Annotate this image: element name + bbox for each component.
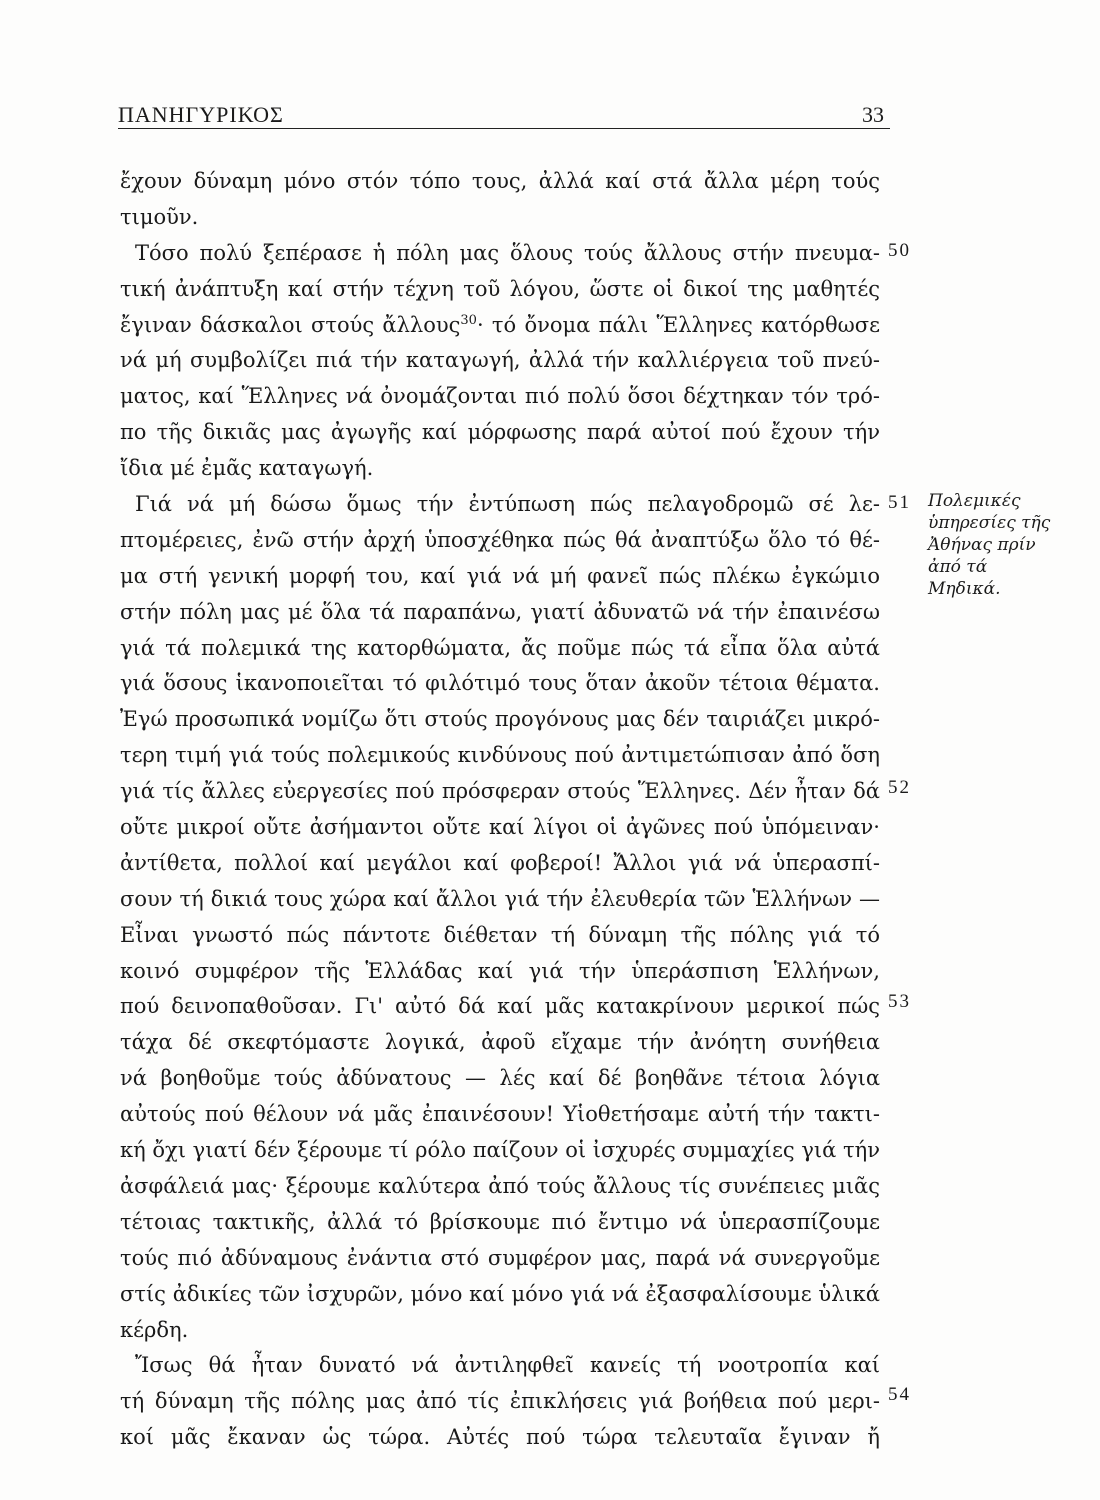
text-line: γιά ὅσους ἱκανοποιεῖται τό φιλότιμό τους ὅταν ἀκοῦν τέτοια θέματα. [120, 671, 880, 696]
text-line: ἔγιναν δάσκαλοι στούς ἄλλους$^{30}$· τό ὄνομα πάλι Ἕλληνες κατόρθωσε [120, 312, 880, 337]
footnote-ref: 30 [460, 312, 477, 328]
text-line: στίς ἀδικίες τῶν ἰσχυρῶν, μόνο καί μόνο γιά νά ἐξασφαλίσουμε ὑλικά [120, 1281, 880, 1306]
section-number: 53 [888, 991, 911, 1012]
body-text [120, 164, 880, 1456]
text-line: μα στή γενική μορφή του, καί γιά νά μή φανεῖ πώς πλέκω ἐγκώμιο [120, 563, 880, 588]
margin-note-line: ὑπηρεσίες τῆς [928, 513, 1051, 533]
section-number: 54 [888, 1384, 911, 1405]
margin-note-line: Ἀθήνας πρίν [928, 535, 1036, 555]
text-line: πού δεινοπαθοῦσαν. Γι' αὐτό δά καί μᾶς κατακρίνουν μερικοί πώς [120, 994, 880, 1019]
text-line: αὐτούς πού θέλουν νά μᾶς ἐπαινέσουν! Υἱοθετήσαμε αὐτή τήν τακτι- [120, 1102, 880, 1127]
margin-note [928, 490, 1088, 600]
page-number: 33 [862, 102, 884, 127]
text-line: τιμοῦν. [120, 204, 199, 229]
text-line: Ἐγώ προσωπικά νομίζω ὅτι στούς προγόνους μας δέν ταιριάζει μικρό- [120, 707, 880, 732]
text-line: τή δύναμη τῆς πόλης μας ἀπό τίς ἐπικλήσεις γιά βοήθεια πού μερι- [120, 1389, 880, 1414]
text-line: κέρδη. [120, 1317, 189, 1342]
text-line: ἔχουν δύναμη μόνο στόν τόπο τους, ἀλλά καί στά ἄλλα μέρη τούς [120, 169, 880, 193]
text-line: οὔτε μικροί οὔτε ἀσήμαντοι οὔτε καί λίγοι οἱ ἀγῶνες πού ὑπόμειναν· [120, 815, 880, 840]
text-line: κή ὄχι γιατί δέν ξέρουμε τί ρόλο παίζουν οἱ ἰσχυρές συμμαχίες γιά τήν [120, 1138, 880, 1163]
running-title: ΠΑΝΗΓΥΡΙΚΟΣ [118, 102, 284, 127]
text-line: κοί μᾶς ἔκαναν ὡς τώρα. Αὐτές πού τώρα τελευταῖα ἔγιναν ἤ [120, 1425, 880, 1450]
margin-note-line: ἀπό τά [928, 557, 988, 577]
text-line: τερη τιμή γιά τούς πολεμικούς κινδύνους πού ἀντιμετώπισαν ἀπό ὅση [120, 743, 880, 768]
section-number: 50 [888, 240, 911, 261]
text-line: γιά τά πολεμικά της κατορθώματα, ἄς ποῦμε πώς τά εἶπα ὅλα αὐτά [120, 635, 880, 660]
text-line: τέτοιας τακτικῆς, ἀλλά τό βρίσκουμε πιό ἔντιμο νά ὑπερασπίζουμε [120, 1209, 880, 1234]
text-line: γιά τίς ἄλλες εὐεργεσίες πού πρόσφεραν στούς Ἕλληνες. Δέν ἦταν δά [120, 779, 880, 804]
text-line: πτομέρειες, ἐνῶ στήν ἀρχή ὑποσχέθηκα πώς θά ἀναπτύξω ὅλο τό θέ- [120, 527, 880, 552]
text-line: ἀντίθετα, πολλοί καί μεγάλοι καί φοβεροί! Ἄλλοι γιά νά ὑπερασπί- [120, 850, 880, 875]
margin-note-line: Μηδικά. [928, 579, 1001, 599]
text-line: σουν τή δικιά τους χώρα καί ἄλλοι γιά τήν ἐλευθερία τῶν Ἑλλήνων — [120, 886, 880, 911]
text-line: τούς πιό ἀδύναμους ἐνάντια στό συμφέρον μας, παρά νά συνεργοῦμε [120, 1245, 880, 1270]
section-number: 52 [888, 777, 911, 798]
text-line: Τόσο πολύ ξεπέρασε ἡ πόλη μας ὅλους τούς ἄλλους στήν πνευμα- [135, 240, 880, 265]
text-line: ματος, καί Ἕλληνες νά ὀνομάζονται πιό πολύ ὅσοι δέχτηκαν τόν τρό- [120, 384, 880, 409]
section-number: 51 [888, 492, 911, 513]
text-line: Εἶναι γνωστό πώς πάντοτε διέθεταν τή δύναμη τῆς πόλης γιά τό [120, 922, 880, 947]
text-line: στήν πόλη μας μέ ὅλα τά παραπάνω, γιατί ἀδυνατῶ νά τήν ἐπαινέσω [120, 599, 880, 624]
text-line: Ἴσως θά ἦταν δυνατό νά ἀντιληφθεῖ κανείς τή νοοτροπία καί [135, 1353, 880, 1378]
header-rule [118, 128, 890, 129]
text-line: πο τῆς δικιᾶς μας ἀγωγῆς καί μόρφωσης παρά αὐτοί πού ἔχουν τήν [120, 420, 880, 445]
text-line: Γιά νά μή δώσω ὅμως τήν ἐντύπωση πώς πελαγοδρομῶ σέ λε- [135, 492, 880, 517]
text-line: τική ἀνάπτυξη καί στήν τέχνη τοῦ λόγου, ὥστε οἱ δικοί της μαθητές [120, 276, 880, 301]
text-line: τάχα δέ σκεφτόμαστε λογικά, ἀφοῦ εἴχαμε τήν ἀνόητη συνήθεια [120, 1030, 880, 1055]
text-line: κοινό συμφέρον τῆς Ἑλλάδας καί γιά τήν ὑπεράσπιση Ἑλλήνων, [120, 958, 880, 983]
text-line: νά μή συμβολίζει πιά τήν καταγωγή, ἀλλά τήν καλλιέργεια τοῦ πνεύ- [120, 348, 880, 373]
margin-note-line: Πολεμικές [928, 491, 1021, 511]
text-line: ἀσφάλειά μας· ξέρουμε καλύτερα ἀπό τούς ἄλλους τίς συνέπειες μιᾶς [120, 1173, 880, 1198]
text-line: ἴδια μέ ἐμᾶς καταγωγή. [120, 456, 374, 481]
text-line: νά βοηθοῦμε τούς ἀδύνατους — λές καί δέ βοηθᾶνε τέτοια λόγια [120, 1066, 880, 1091]
